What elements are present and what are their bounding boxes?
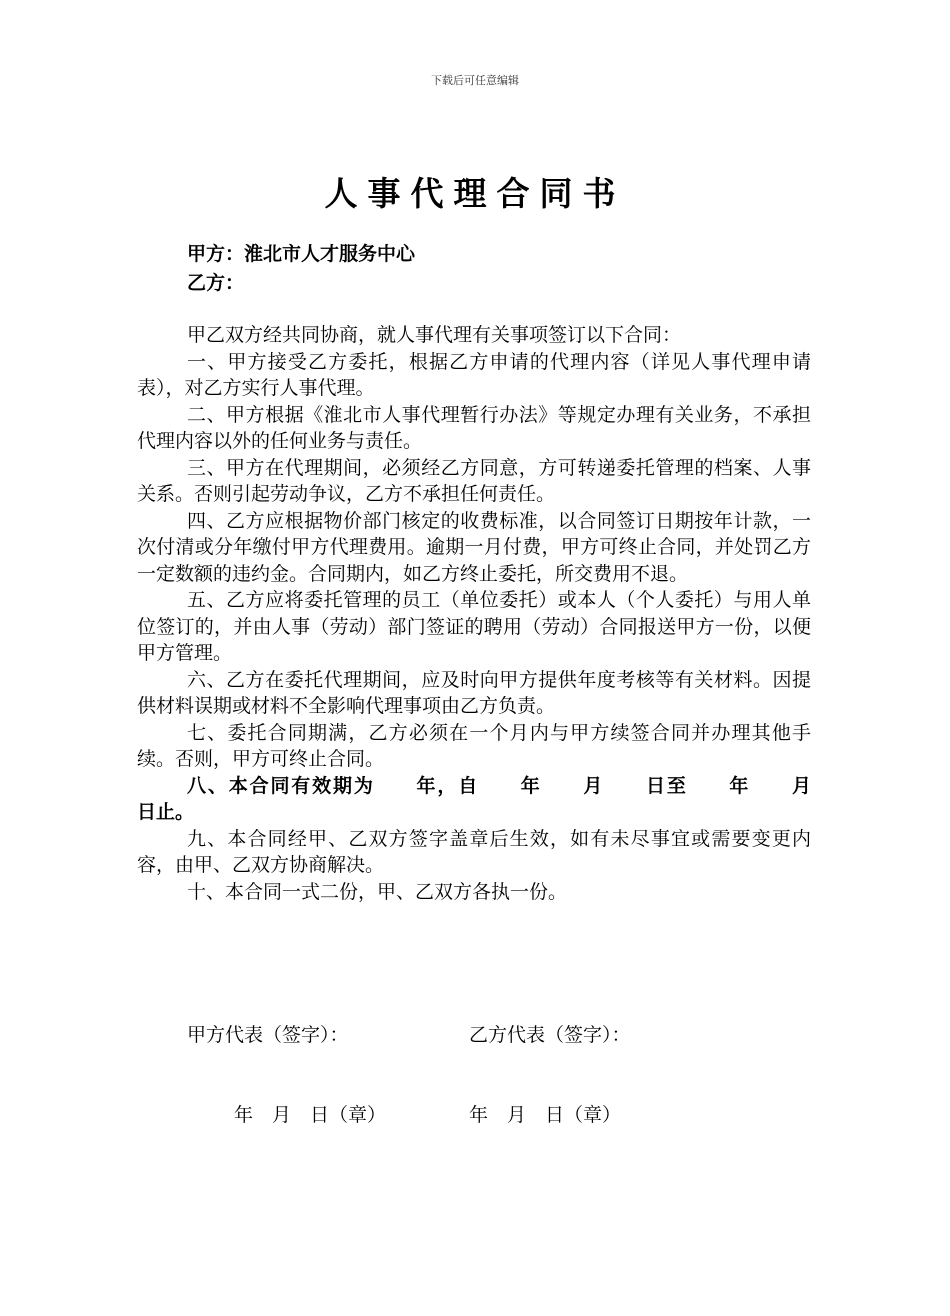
contract-clause: 八、本合同有效期为 年，自 年 月 日至 年 月 日止。 — [137, 774, 850, 823]
document-title: 人事代理合同书 — [324, 174, 626, 213]
party-b-line: 乙方： — [187, 272, 245, 294]
parties-block — [187, 240, 415, 298]
contract-clause: 七、委托合同期满，乙方必须在一个月内与甲方续签合同并办理其他手续。否则，甲方可终止合同。 — [137, 721, 811, 770]
contract-clause: 四、乙方应根据物价部门核定的收费标准，以合同签订日期按年计款，一次付清或分年缴付甲方代理费用。逾期一月付费，甲方可终止合同，并处罚乙方一定数额的违约金。合同期内，如乙方终止委托，所交费用不退。 — [137, 509, 811, 585]
header-note: 下载后可任意编辑 — [431, 74, 519, 87]
contract-clause: 六、乙方在委托代理期间，应及时向甲方提供年度考核等有关材料。因提供材料误期或材料不全影响代理事项由乙方负责。 — [137, 668, 811, 717]
contract-clause: 十、本合同一式二份，甲、乙双方各执一份。 — [187, 880, 568, 903]
contract-clause: 一、甲方接受乙方委托，根据乙方申请的代理内容（详见人事代理申请表），对乙方实行人事代理。 — [137, 350, 811, 399]
contract-body — [137, 322, 850, 905]
party-b-date-seal: 年 月 日（章） — [469, 1104, 622, 1126]
contract-clause: 甲乙双方经共同协商，就人事代理有关事项签订以下合同： — [187, 324, 682, 346]
party-a-date-seal: 年 月 日（章） — [234, 1104, 387, 1126]
contract-clause: 三、甲方在代理期间，必须经乙方同意，方可转递委托管理的档案、人事关系。否则引起劳动争议，乙方不承担任何责任。 — [137, 456, 811, 505]
contract-clause: 二、甲方根据《淮北市人事代理暂行办法》等规定办理有关业务，不承担代理内容以外的任何业务与责任。 — [137, 403, 811, 452]
party-a-line: 甲方：淮北市人才服务中心 — [187, 243, 416, 265]
contract-clause: 九、本合同经甲、乙双方签字盖章后生效，如有未尽事宜或需要变更内容，由甲、乙双方协商解决。 — [137, 827, 811, 876]
contract-clause: 五、乙方应将委托管理的员工（单位委托）或本人（个人委托）与用人单位签订的，并由人事（劳动）部门签证的聘用（劳动）合同报送甲方一份，以便甲方管理。 — [137, 589, 811, 664]
party-b-representative-signature: 乙方代表（签字）： — [469, 1024, 631, 1046]
party-a-representative-signature: 甲方代表（签字）： — [187, 1024, 349, 1046]
